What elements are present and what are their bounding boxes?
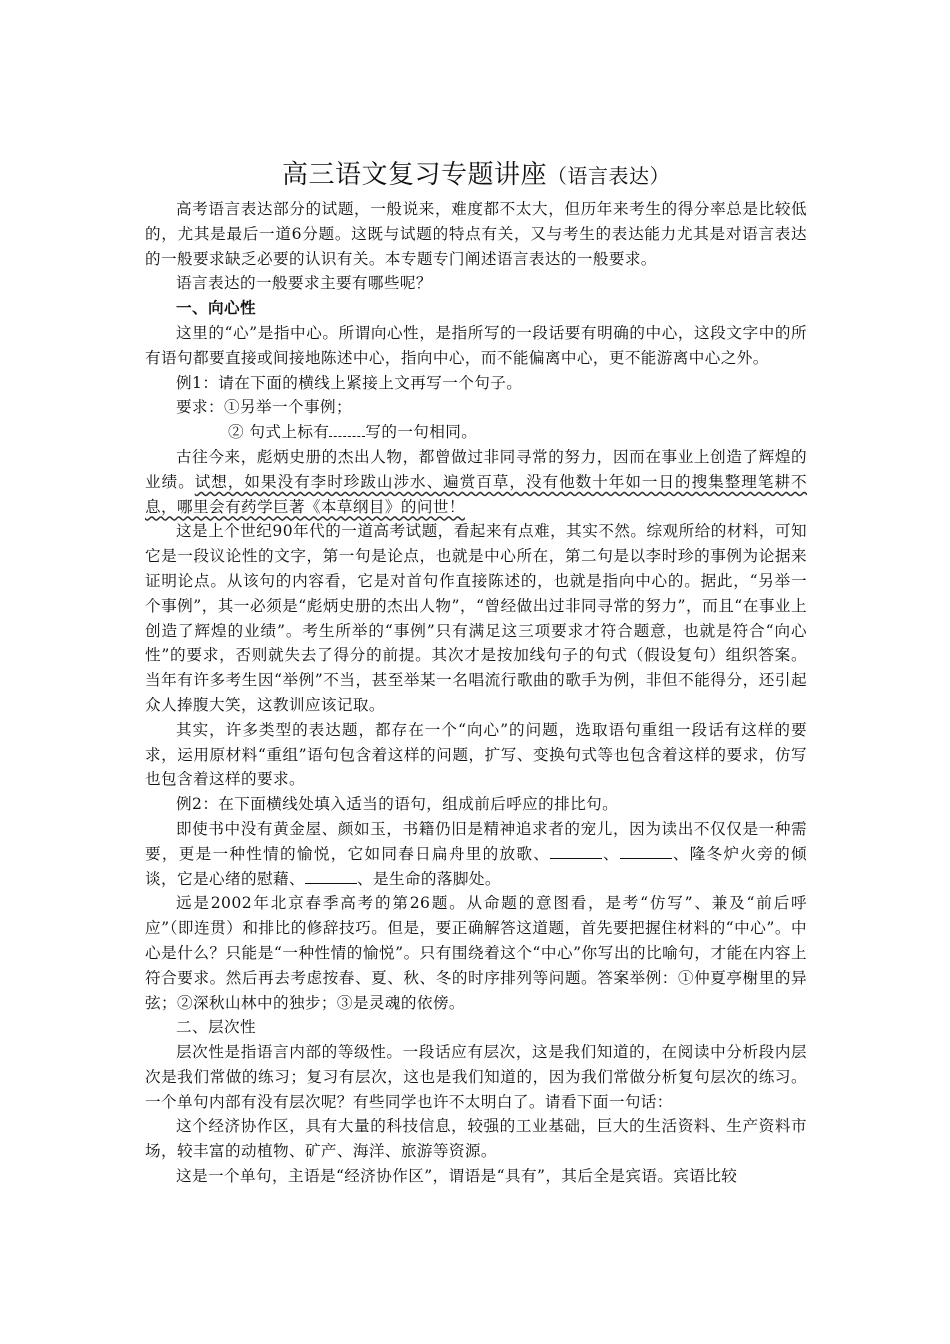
page-title <box>145 156 807 195</box>
example-2-analysis: 远是2002年北京春季高考的第26题。从命题的意图看，是考“仿写”、兼及“前后呼应”（即连贯）和排比的修辞技巧。但是，要正确解答这道题，首先要把握住材料的“中心”。中心是什么？只能是“一种性情的愉悦”。只有围绕着这个“中心”你写出的比喻句，才能在内容上符合要求。然后再去考虑按春、夏、秋、冬的时序排列等问题。答案举例：①仲夏亭榭里的异弦；②深秋山林中的独步；③是灵魂的依傍。 <box>145 894 807 1012</box>
example-1-requirement-2 <box>145 420 807 445</box>
section-heading-1: 一、向心性 <box>176 298 256 318</box>
section-heading-2: 二、层次性 <box>176 1018 256 1037</box>
example-2-text-d: 、是生命的落脚处。 <box>356 869 501 888</box>
title-sub: （语言表达） <box>547 164 670 188</box>
example-sentence: 这个经济协作区，具有大量的科技信息，较强的工业基础，巨大的生活资料、生产资料市场，较丰富的动植物、矿产、海洋、旅游等资源。 <box>145 1117 807 1161</box>
material-sentence-2-marked: 试想，如果没有李时珍跋山涉水、遍赏百草，没有他数十年如一日的搜集整理笔耕不息，哪里会有药学巨著《本草纲目》的问世！ <box>145 472 807 516</box>
requirement-2-text-a: ② 句式上标有 <box>228 423 330 442</box>
paragraph-generalization: 其实，许多类型的表达题，都存在一个“向心”的问题，选取语句重组一段话有这样的要求，运用原材料“重组”语句包含着这样的问题，扩写、变换句式等也包含着这样的要求，仿写也包含着这样的要求。 <box>145 720 807 789</box>
example-2-prompt: 例2：在下面横线处填入适当的语句，组成前后呼应的排比句。 <box>176 795 619 814</box>
paragraph-definition: 这里的“心”是指中心。所谓向心性，是指所写的一段话要有明确的中心，这段文字中的所有语句都要直接或间接地陈述中心，指向中心，而不能偏离中心，更不能游离中心之外。 <box>145 323 807 367</box>
example-1-prompt: 例1：请在下面的横线上紧接上文再写一个句子。 <box>176 373 523 392</box>
example-1-requirement-1: 要求：①另举一个事例； <box>176 398 352 417</box>
paragraph-intro: 高考语言表达部分的试题，一般说来，难度都不太大，但历年来考生的得分率总是比较低的，尤其是最后一道6分题。这既与试题的特点有关，又与考生的表达能力尤其是对语言表达的一般要求缺乏必要的认识有关。本专题专门阐述语言表达的一般要求。 <box>145 200 807 268</box>
answer-blank-3 <box>305 869 357 884</box>
answer-blank-2 <box>620 844 672 859</box>
paragraph-question: 语言表达的一般要求主要有哪些呢？ <box>176 274 432 293</box>
example-2-material <box>145 817 807 891</box>
requirement-2-text-b: 写的一句相同。 <box>365 423 478 442</box>
document-page <box>145 156 807 1189</box>
title-main: 高三语文复习专题讲座 <box>281 160 547 190</box>
dashed-blank-mark <box>329 422 365 437</box>
example-2-text-a: 即使书中没有黄金屋、颜如玉，书籍仍旧是精神追求者的宠儿，因为读出不仅仅是一种需要，更是一种性情的愉悦，它如同春日扁舟里的放歌、 <box>145 819 807 863</box>
material-sentence-1: 古往今来，彪炳史册的杰出人物，都曾做过非同寻常的努力，因而在事业上创造了辉煌的业绩。 <box>145 447 807 491</box>
paragraph-sentence-analysis: 这是一个单句，主语是“经济协作区”，谓语是“具有”，其后全是宾语。宾语比较 <box>176 1167 738 1186</box>
example-1-analysis: 这是上个世纪90年代的一道高考试题，看起来有点难，其实不然。综观所给的材料，可知它是一段议论性的文字，第一句是论点，也就是中心所在，第二句是以李时珍的事例为论据来证明论点。从该句的内容看，它是对首句作直接陈述的，也就是指向中心的。据此，“另举一个事例”，其一必须是“彪炳史册的杰出人物”，“曾经做出过非同寻常的努力”，而且“在事业上创造了辉煌的业绩”。考生所举的“事例”只有满足这三项要求才符合题意，也就是符合“向心性”的要求，否则就失去了得分的前提。其次才是按加线句子的句式（假设复句）组织答案。当年有许多考生因“举例”不当，甚至举某一名唱流行歌曲的歌手为例，非但不能得分，还引起众人捧腹大笑，这教训应该记取。 <box>145 522 807 714</box>
example-1-material <box>145 445 807 519</box>
answer-blank-1 <box>550 844 602 859</box>
example-2-text-c: 、隆冬炉火旁的倾谈，它是心绪的慰藉、 <box>145 844 808 888</box>
example-2-text-b: 、 <box>602 844 620 863</box>
paragraph-layering: 层次性是指语言内部的等级性。一段话应有层次，这是我们知道的，在阅读中分析段内层次是我们常做的练习；复习有层次，这也是我们知道的，因为我们常做分析复句层次的练习。一个单句内部有没有层次呢？有些同学也许不太明白了。请看下面一句话： <box>145 1043 807 1111</box>
